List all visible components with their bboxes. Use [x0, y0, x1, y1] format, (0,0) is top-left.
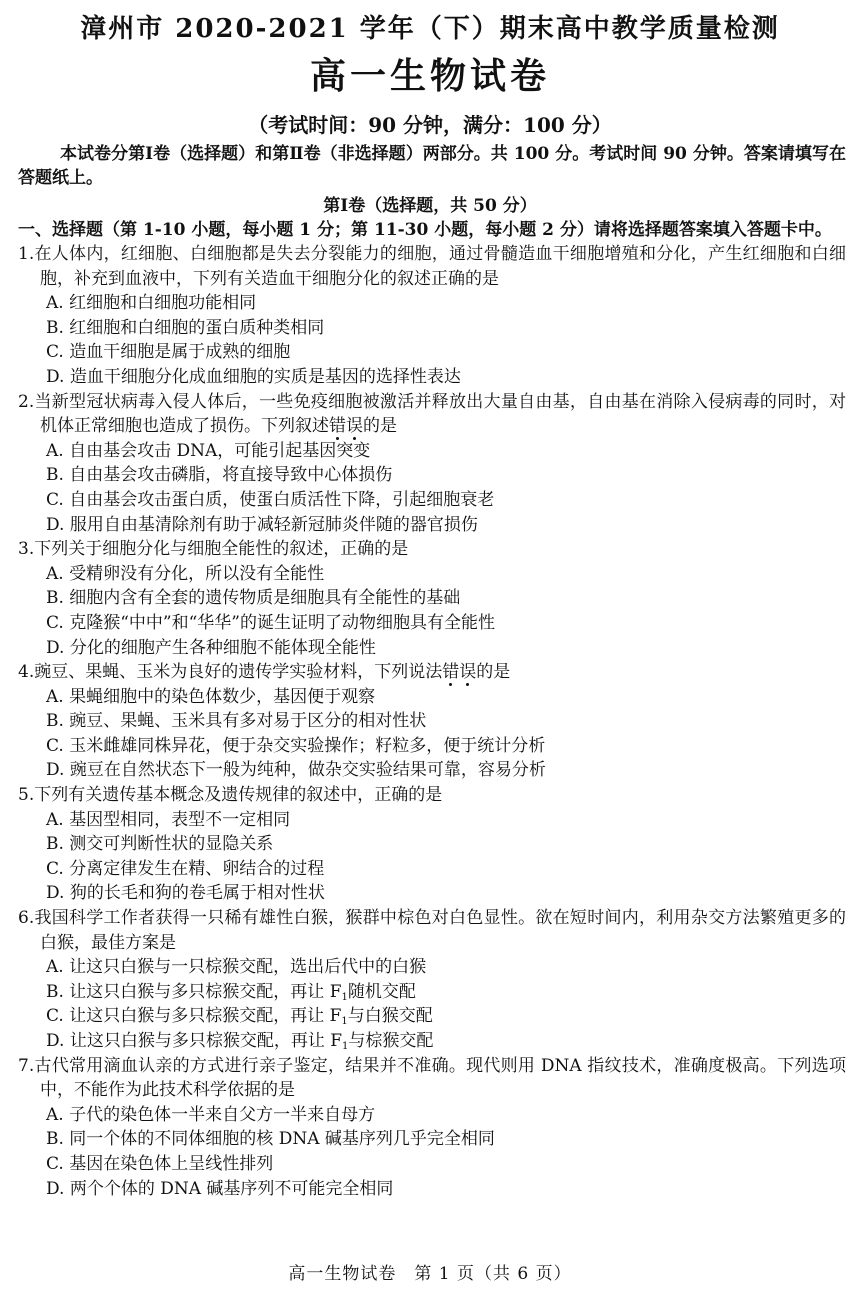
option-c: C. 克隆猴“中中”和“华华”的诞生证明了动物细胞具有全能性	[46, 612, 495, 633]
question-text-end: 的是	[476, 662, 511, 683]
exam-title: 漳州市 2020-2021 学年（下）期末高中教学质量检测	[80, 14, 780, 44]
option-b	[18, 980, 846, 1005]
question-text: 下列有关遗传基本概念及遗传规律的叙述中，正确的是	[34, 785, 443, 806]
option-d: D. 豌豆在自然状态下一般为纯种，做杂交实验结果可靠，容易分析	[46, 760, 546, 781]
option-b: B. 同一个体的不同体细胞的核 DNA 碱基序列几乎完全相同	[46, 1129, 495, 1150]
option-text: C. 让这只白猴与多只棕猴交配，再让	[46, 1006, 330, 1027]
question-number: 6.	[18, 908, 35, 929]
option-b: B. 测交可判断性状的显隐关系	[46, 834, 274, 855]
question-number: 3.	[18, 539, 35, 560]
f1-subscript: 1	[342, 1041, 349, 1052]
question-1	[18, 242, 846, 390]
question-7	[18, 1054, 846, 1202]
page-footer: 高一生物试卷 第 1 页（共 6 页）	[288, 1264, 572, 1284]
question-text: 我国科学工作者获得一只稀有雄性白猴，猴群中棕色对白色显性。欲在短时间内，利用杂交方法繁殖更多的白猴，最佳方案是	[34, 908, 846, 953]
question-number: 4.	[18, 662, 35, 683]
option-text: B. 让这只白猴与多只棕猴交配，再让	[46, 981, 330, 1002]
option-b: B. 自由基会攻击磷脂，将直接导致中心体损伤	[46, 465, 393, 486]
option-c	[18, 1004, 846, 1029]
question-stem	[18, 242, 846, 291]
exam-info: （考试时间：90 分钟，满分：100 分）	[248, 113, 612, 137]
emphasis-char: 误	[346, 416, 363, 437]
question-stem	[18, 906, 846, 955]
option-d: D. 服用自由基清除剂有助于减轻新冠肺炎伴随的器官损伤	[46, 514, 478, 535]
option-b: B. 红细胞和白细胞的蛋白质种类相同	[46, 317, 325, 338]
option-a: A. 基因型相同，表型不一定相同	[46, 809, 291, 830]
question-6	[18, 906, 846, 1054]
question-2	[18, 390, 846, 538]
option-d	[18, 1029, 846, 1054]
question-5	[18, 783, 846, 906]
option-text-end: 与棕猴交配	[348, 1031, 434, 1051]
option-c: C. 造血干细胞是属于成熟的细胞	[46, 342, 291, 363]
emphasis-char: 错	[329, 416, 346, 437]
question-text: 豌豆、果蝇、玉米为良好的遗传学实验材料，下列说法	[34, 662, 443, 683]
f1-subscript: 1	[341, 991, 348, 1003]
option-a: A. 让这只白猴与一只棕猴交配，选出后代中的白猴	[46, 957, 427, 978]
option-a: A. 果蝇细胞中的染色体数少，基因便于观察	[46, 686, 376, 707]
question-text: 在人体内，红细胞、白细胞都是失去分裂能力的细胞，通过骨髓造血干细胞增殖和分化，产生红细胞和白细胞，补充到血液中，下列有关造血干细胞分化的叙述正确的是	[34, 244, 846, 289]
option-text-end: 随机交配	[347, 981, 416, 1002]
option-b: B. 豌豆、果蝇、玉米具有多对易于区分的相对性状	[46, 711, 427, 732]
question-text: 古代常用滴血认亲的方式进行亲子鉴定，结果并不准确。现代则用 DNA 指纹技术，准确度极高。下列选项中，不能作为此技术科学依据的是	[34, 1055, 846, 1101]
question-text-end: 的是	[363, 416, 397, 437]
option-text-end: 与白猴交配	[347, 1006, 433, 1027]
emphasis-char: 错	[442, 662, 460, 683]
option-a: A. 红细胞和白细胞功能相同	[46, 293, 257, 314]
option-c: C. 玉米雌雄同株异花，便于杂交实验操作；籽粒多，便于统计分析	[46, 735, 546, 756]
question-text: 当新型冠状病毒入侵人体后，一些免疫细胞被激活并释放出大量自由基，自由基在消除入侵病毒的同时，对机体正常细胞也造成了损伤。下列叙述	[34, 391, 846, 437]
f1-symbol: F	[329, 1006, 342, 1027]
option-d: D. 狗的长毛和狗的卷毛属于相对性状	[46, 883, 325, 904]
question-stem	[18, 660, 846, 685]
question-stem	[18, 537, 846, 562]
exam-instructions: 本试卷分第Ⅰ卷（选择题）和第Ⅱ卷（非选择题）两部分。共 100 分。考试时间 90 分钟。答案请填写在答题纸上。	[18, 144, 846, 188]
part-heading: 第Ⅰ卷（选择题，共 50 分）	[323, 196, 537, 216]
emphasis-char: 误	[459, 662, 477, 683]
question-number: 5.	[18, 785, 35, 806]
f1-symbol: F	[330, 1031, 343, 1051]
option-a: A. 受精卵没有分化，所以没有全能性	[46, 563, 325, 584]
question-stem	[18, 1054, 846, 1103]
question-text: 下列关于细胞分化与细胞全能性的叙述，正确的是	[34, 539, 409, 560]
option-d: D. 两个个体的 DNA 碱基序列不可能完全相同	[46, 1178, 394, 1199]
option-b: B. 细胞内含有全套的遗传物质是细胞具有全能性的基础	[46, 588, 461, 609]
option-c: C. 分离定律发生在精、卵结合的过程	[46, 858, 325, 879]
question-number: 2.	[18, 391, 35, 412]
question-stem	[18, 390, 846, 439]
option-a: A. 自由基会攻击 DNA，可能引起基因突变	[46, 440, 371, 461]
option-text: D. 让这只白猴与多只棕猴交配，再让	[46, 1031, 331, 1051]
f1-subscript: 1	[341, 1016, 348, 1028]
paper-title: 高一生物试卷	[309, 55, 550, 97]
question-stem	[18, 783, 846, 808]
option-d: D. 分化的细胞产生各种细胞不能体现全能性	[46, 637, 376, 658]
option-a: A. 子代的染色体一半来自父方一半来自母方	[46, 1104, 376, 1125]
option-c: C. 基因在染色体上呈线性排列	[46, 1153, 274, 1174]
question-4	[18, 660, 846, 783]
question-list	[18, 242, 846, 1201]
question-number: 1.	[18, 244, 35, 264]
f1-symbol: F	[329, 981, 342, 1002]
question-3	[18, 537, 846, 660]
option-d: D. 造血干细胞分化成血细胞的实质是基因的选择性表达	[46, 366, 461, 387]
question-number: 7.	[18, 1055, 35, 1076]
option-c: C. 自由基会攻击蛋白质，使蛋白质活性下降，引起细胞衰老	[46, 489, 495, 510]
section-title: 一、选择题（第 1-10 小题，每小题 1 分；第 11-30 小题，每小题 2 分）请将选择题答案填入答题卡中。	[18, 220, 832, 240]
